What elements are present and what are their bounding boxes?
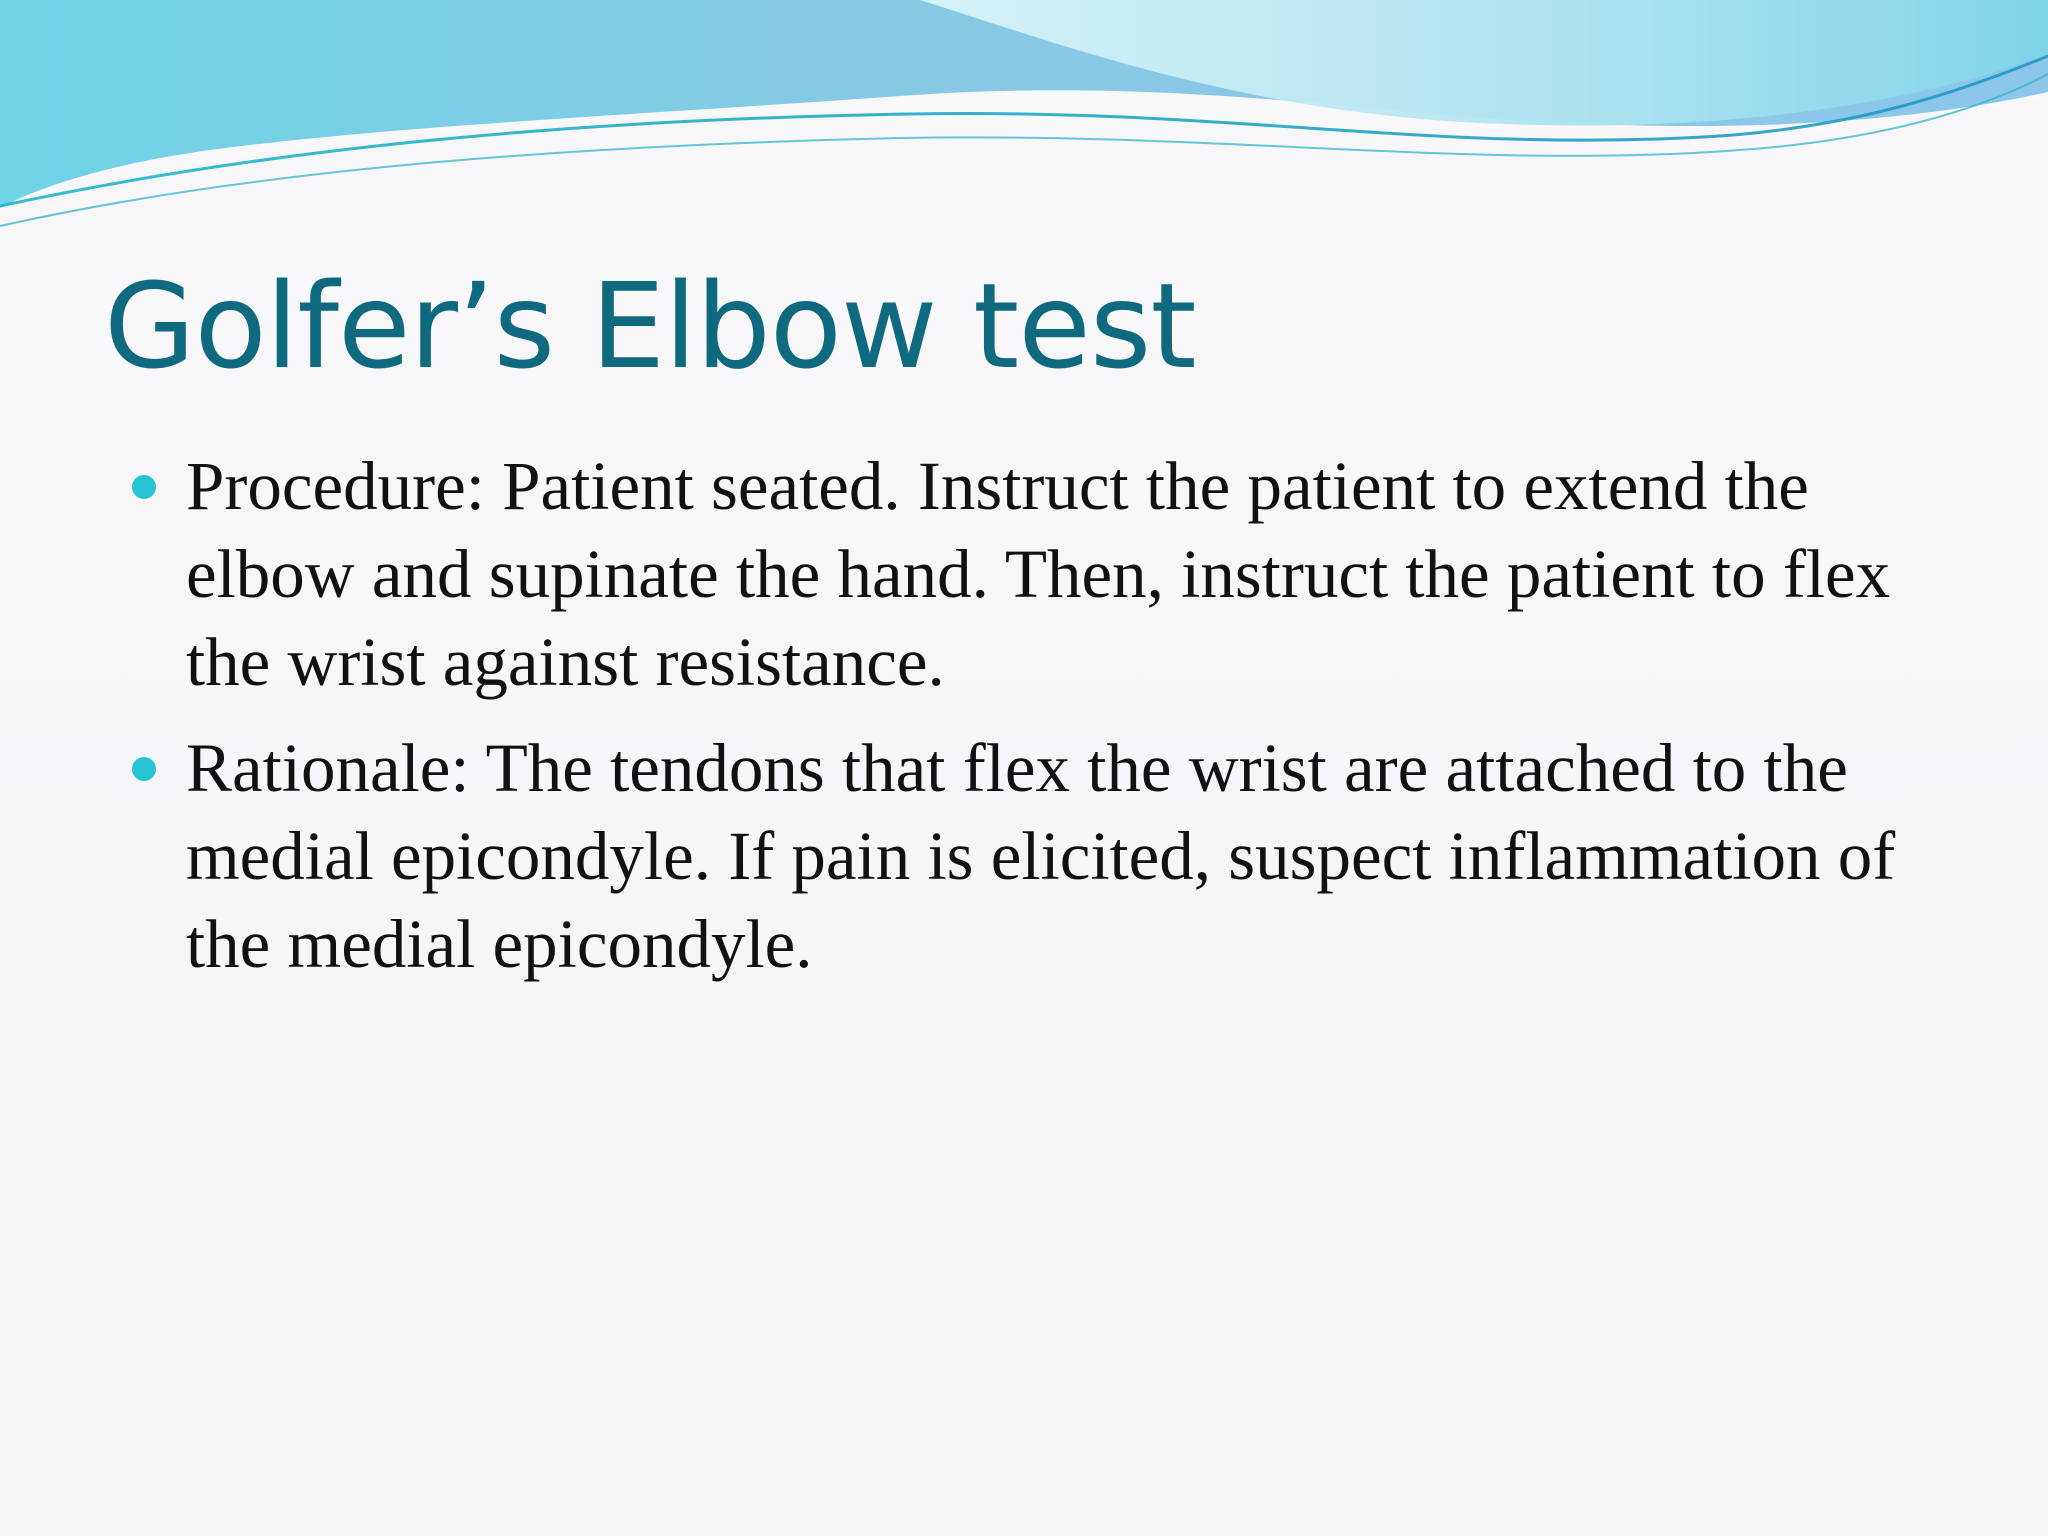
bullet-dot-icon <box>132 475 156 499</box>
procedure-bullet <box>130 442 1990 706</box>
decorative-wave-header <box>0 0 2048 240</box>
rationale-text: Rationale: The tendons that flex the wrist are attached to the medial epicondyle. If pain is elicited, suspect inflammation of the medial epicondyle. <box>186 730 1896 982</box>
procedure-text: Procedure: Patient seated. Instruct the patient to extend the elbow and supinate the hand. Then, instruct the patient to flex the wrist against resistance. <box>186 448 1891 700</box>
rationale-bullet <box>130 724 1990 988</box>
bullet-dot-icon <box>132 757 156 781</box>
slide-title: Golfer’s Elbow test <box>104 257 1196 395</box>
bullet-list <box>130 442 1990 1006</box>
